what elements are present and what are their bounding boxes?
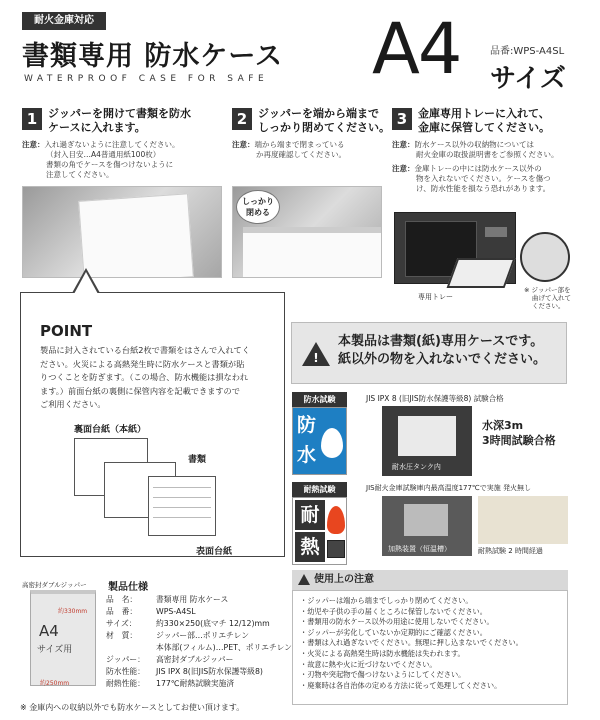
warning-exclamation-icon: ! — [313, 351, 319, 365]
step-1-notes — [22, 140, 222, 180]
heat-caption-1: 加熱装置（恒温槽） — [388, 545, 451, 553]
usage-list — [300, 596, 523, 691]
note-text: （封入目安…A4普通用紙100枚） — [46, 150, 161, 159]
note-text: 入れ過ぎないように注意してください。 — [44, 140, 180, 149]
tight-close-bubble — [236, 190, 280, 224]
warning-line1: 本製品は書類(紙)専用ケースです。 — [338, 334, 544, 349]
water-tank-caption: 耐水圧タンク内 — [392, 463, 441, 471]
point-line: ご利用ください。 — [40, 399, 106, 409]
caution-label: 注意： — [392, 140, 415, 149]
caution-label: 注意： — [232, 140, 255, 149]
point-line: 製品に封入されている台紙2枚で書類をはさんで入れてく — [40, 345, 250, 355]
size-big: A4 — [372, 8, 461, 90]
spec-key: ジッパー： — [106, 655, 145, 664]
spec-row — [106, 594, 292, 606]
point-text — [40, 344, 270, 412]
fire-safe-tag: 耐火金庫対応 — [22, 12, 106, 30]
spec-value: 177℃耐熱試験実施済 — [156, 679, 235, 688]
spec-key: 耐熱性能： — [106, 679, 145, 688]
spec-key: 材 質： — [106, 631, 138, 640]
step-1-title-line2: ケースに入れます。 — [48, 121, 146, 134]
heat-test-result-photo — [478, 496, 568, 544]
flame-icon — [327, 506, 345, 534]
tray-illustration — [447, 258, 516, 288]
spec-key: 品 番： — [106, 607, 138, 616]
heat-test-title: JIS耐火金庫試験庫内最高温度177℃で実施 発火無し — [366, 484, 532, 492]
note-text: 金庫トレーの中には防水ケース以外の — [414, 164, 542, 173]
spec-row — [106, 642, 292, 654]
spec-value: 書類専用 防水ケース — [156, 595, 229, 604]
point-line: ます。）前面台紙の裏側に保管内容を記載できますので — [40, 385, 240, 396]
case-zipper — [243, 227, 382, 278]
zipper-note-line1: ※ ジッパー部を — [524, 286, 571, 294]
water-time: 3時間試験合格 — [482, 434, 556, 447]
water-tank-photo — [382, 406, 472, 476]
page-subtitle: WATERPROOF CASE FOR SAFE — [24, 74, 269, 84]
zipper-label: 高密封ダブルジッパー — [22, 581, 87, 589]
spec-row — [106, 666, 292, 678]
usage-item: ・ジッパーは端から端までしっかり閉めてください。 — [300, 596, 473, 605]
front-board-label: 表面台紙 — [196, 547, 233, 557]
water-char-1: 防 — [297, 414, 317, 436]
step-1-title — [48, 107, 191, 135]
step-3-number: 3 — [392, 108, 412, 130]
step-2-number: 2 — [232, 108, 252, 130]
documents-label: 書類 — [188, 455, 207, 465]
specs-title: 製品仕様 — [108, 582, 148, 593]
caution-icon — [298, 574, 310, 585]
water-drop-icon — [321, 428, 343, 458]
specs-table — [106, 594, 292, 690]
note-text: 物を入れないでください。ケースを傷つ — [416, 174, 551, 183]
caution-label: 注意： — [392, 164, 415, 173]
step-3-title — [418, 107, 550, 135]
back-board-label: 裏面台紙（本紙） — [74, 425, 147, 435]
water-result — [482, 418, 556, 448]
usage-item: ・火災による高熱発生時は防水機能は失われます。 — [300, 648, 465, 658]
heat-char-2: 熱 — [295, 532, 325, 562]
usage-item: ・故意に熱や火に近づけないでください。 — [300, 659, 437, 669]
spec-value: 高密封ダブルジッパー — [156, 655, 234, 664]
safe-icon — [327, 540, 345, 558]
spec-value: JIS IPX 8(旧JIS防水保護等級8) — [156, 667, 263, 676]
note-text: 注意してください。 — [46, 170, 114, 179]
note-text: 端から端まで閉まっている — [254, 140, 345, 149]
footer-note: ※ 金庫内への収納以外でも防水ケースとしてお使い頂けます。 — [20, 703, 245, 712]
waterproof-icon — [292, 407, 347, 475]
point-tail-inner — [74, 272, 98, 294]
heat-char-1: 耐 — [295, 500, 325, 530]
spec-value: ジッパー部…ポリエチレン — [156, 631, 250, 640]
bubble-line2: 閉める — [246, 208, 270, 217]
spec-key: サイズ： — [106, 619, 137, 628]
tank-window — [398, 416, 456, 456]
step-2-title-line1: ジッパーを端から端まで — [258, 107, 379, 120]
model-number: 品番:WPS-A4SL — [490, 46, 565, 57]
bubble-line1: しっかり — [242, 197, 274, 206]
note-text: け、防水性能を損なう恐れがあります。 — [416, 184, 551, 193]
product-image — [30, 590, 96, 686]
spec-row — [106, 654, 292, 666]
spec-row — [106, 678, 292, 690]
step-1-photo — [22, 186, 222, 278]
spec-value: 約330×250(底マチ 12/12)mm — [156, 619, 270, 628]
usage-item: ・書類は入れ過ぎないでください。無理に押し込まないでください。 — [300, 638, 523, 648]
front-board — [148, 476, 216, 536]
zipper-note-line2: 曲げて入れて — [532, 294, 571, 302]
water-test-label: 防水試験 — [292, 392, 347, 407]
spec-row — [106, 618, 292, 630]
product-a4: A4 — [39, 622, 59, 640]
page-title: 書類専用 防水ケース — [22, 41, 284, 72]
point-line: りつくことを防ぎます。（この場合、防水機能は損なわれ — [40, 372, 249, 382]
step-1-title-line1: ジッパーを開けて書類を防水 — [48, 107, 191, 120]
usage-item: ・廃棄時は各自治体の定める方法に従って処理してください。 — [300, 680, 502, 690]
heat-test-label: 耐熱試験 — [292, 482, 347, 497]
step-3-notes — [392, 140, 577, 194]
step-2-notes — [232, 140, 382, 160]
spec-key: 防水性能： — [106, 667, 145, 676]
width-dimension: 約250mm — [40, 680, 70, 687]
spec-row — [106, 606, 292, 618]
step-3-title-line1: 金庫専用トレーに入れて、 — [418, 107, 550, 120]
note-text: か再度確認してください。 — [256, 150, 346, 159]
zipper-detail-circle — [520, 232, 570, 282]
note-text: 耐火金庫の取扱説明書をご参照ください。 — [416, 150, 559, 159]
heat-resistant-icon — [292, 497, 347, 565]
usage-item: ・ジッパーが劣化していないか定期的にご確認ください。 — [300, 627, 487, 637]
spec-row — [106, 630, 292, 642]
step-1-number: 1 — [22, 108, 42, 130]
point-title: POINT — [40, 322, 93, 340]
warning-line2: 紙以外の物を入れないでください。 — [338, 352, 547, 367]
spec-value: WPS-A4SL — [156, 607, 196, 616]
heat-caption-2: 耐熱試験 2 時間経過 — [478, 547, 543, 555]
step-3-title-line2: 金庫に保管してください。 — [418, 121, 550, 134]
caution-label: 注意： — [22, 140, 45, 149]
zipper-detail-note — [524, 286, 571, 310]
size-word: サイズ — [490, 64, 566, 94]
water-char-2: 水 — [297, 444, 317, 466]
usage-item: ・書類用の防水ケース以外の用途に使用しないでください。 — [300, 617, 494, 627]
step-2-title-line2: しっかり閉めてください。 — [258, 121, 390, 134]
document-sheet — [78, 193, 194, 278]
usage-item: ・刃物や突起物で傷つけないようにしてください。 — [300, 670, 466, 680]
step-2-title — [258, 107, 390, 135]
heating-device — [404, 504, 448, 536]
usage-title: 使用上の注意 — [314, 574, 374, 585]
usage-item: ・幼児や子供の手の届くところに保管しないでください。 — [300, 606, 487, 616]
water-depth: 水深3m — [482, 419, 524, 432]
usage-title-bar — [292, 570, 568, 590]
zipper-note-line3: ください。 — [532, 302, 565, 310]
safe-keypad — [485, 227, 507, 237]
spec-key: 品 名： — [106, 595, 138, 604]
note-text: 防水ケース以外の収納物については — [414, 140, 534, 149]
height-dimension: 約330mm — [58, 608, 88, 615]
water-test-title: JIS IPX 8 (旧JIS防水保護等級8) 試験合格 — [366, 394, 504, 403]
point-line: ださい。火災による高熱発生時に防水ケースと書類が貼 — [40, 358, 245, 369]
warning-text — [338, 333, 546, 369]
product-a4-use: サイズ用 — [37, 645, 73, 655]
tray-label: 専用トレー — [418, 293, 453, 301]
spec-value: 本体部(フィルム)…PET、ポリエチレン — [156, 643, 292, 652]
note-text: 書類の角でケースを傷つけないように — [46, 160, 174, 169]
